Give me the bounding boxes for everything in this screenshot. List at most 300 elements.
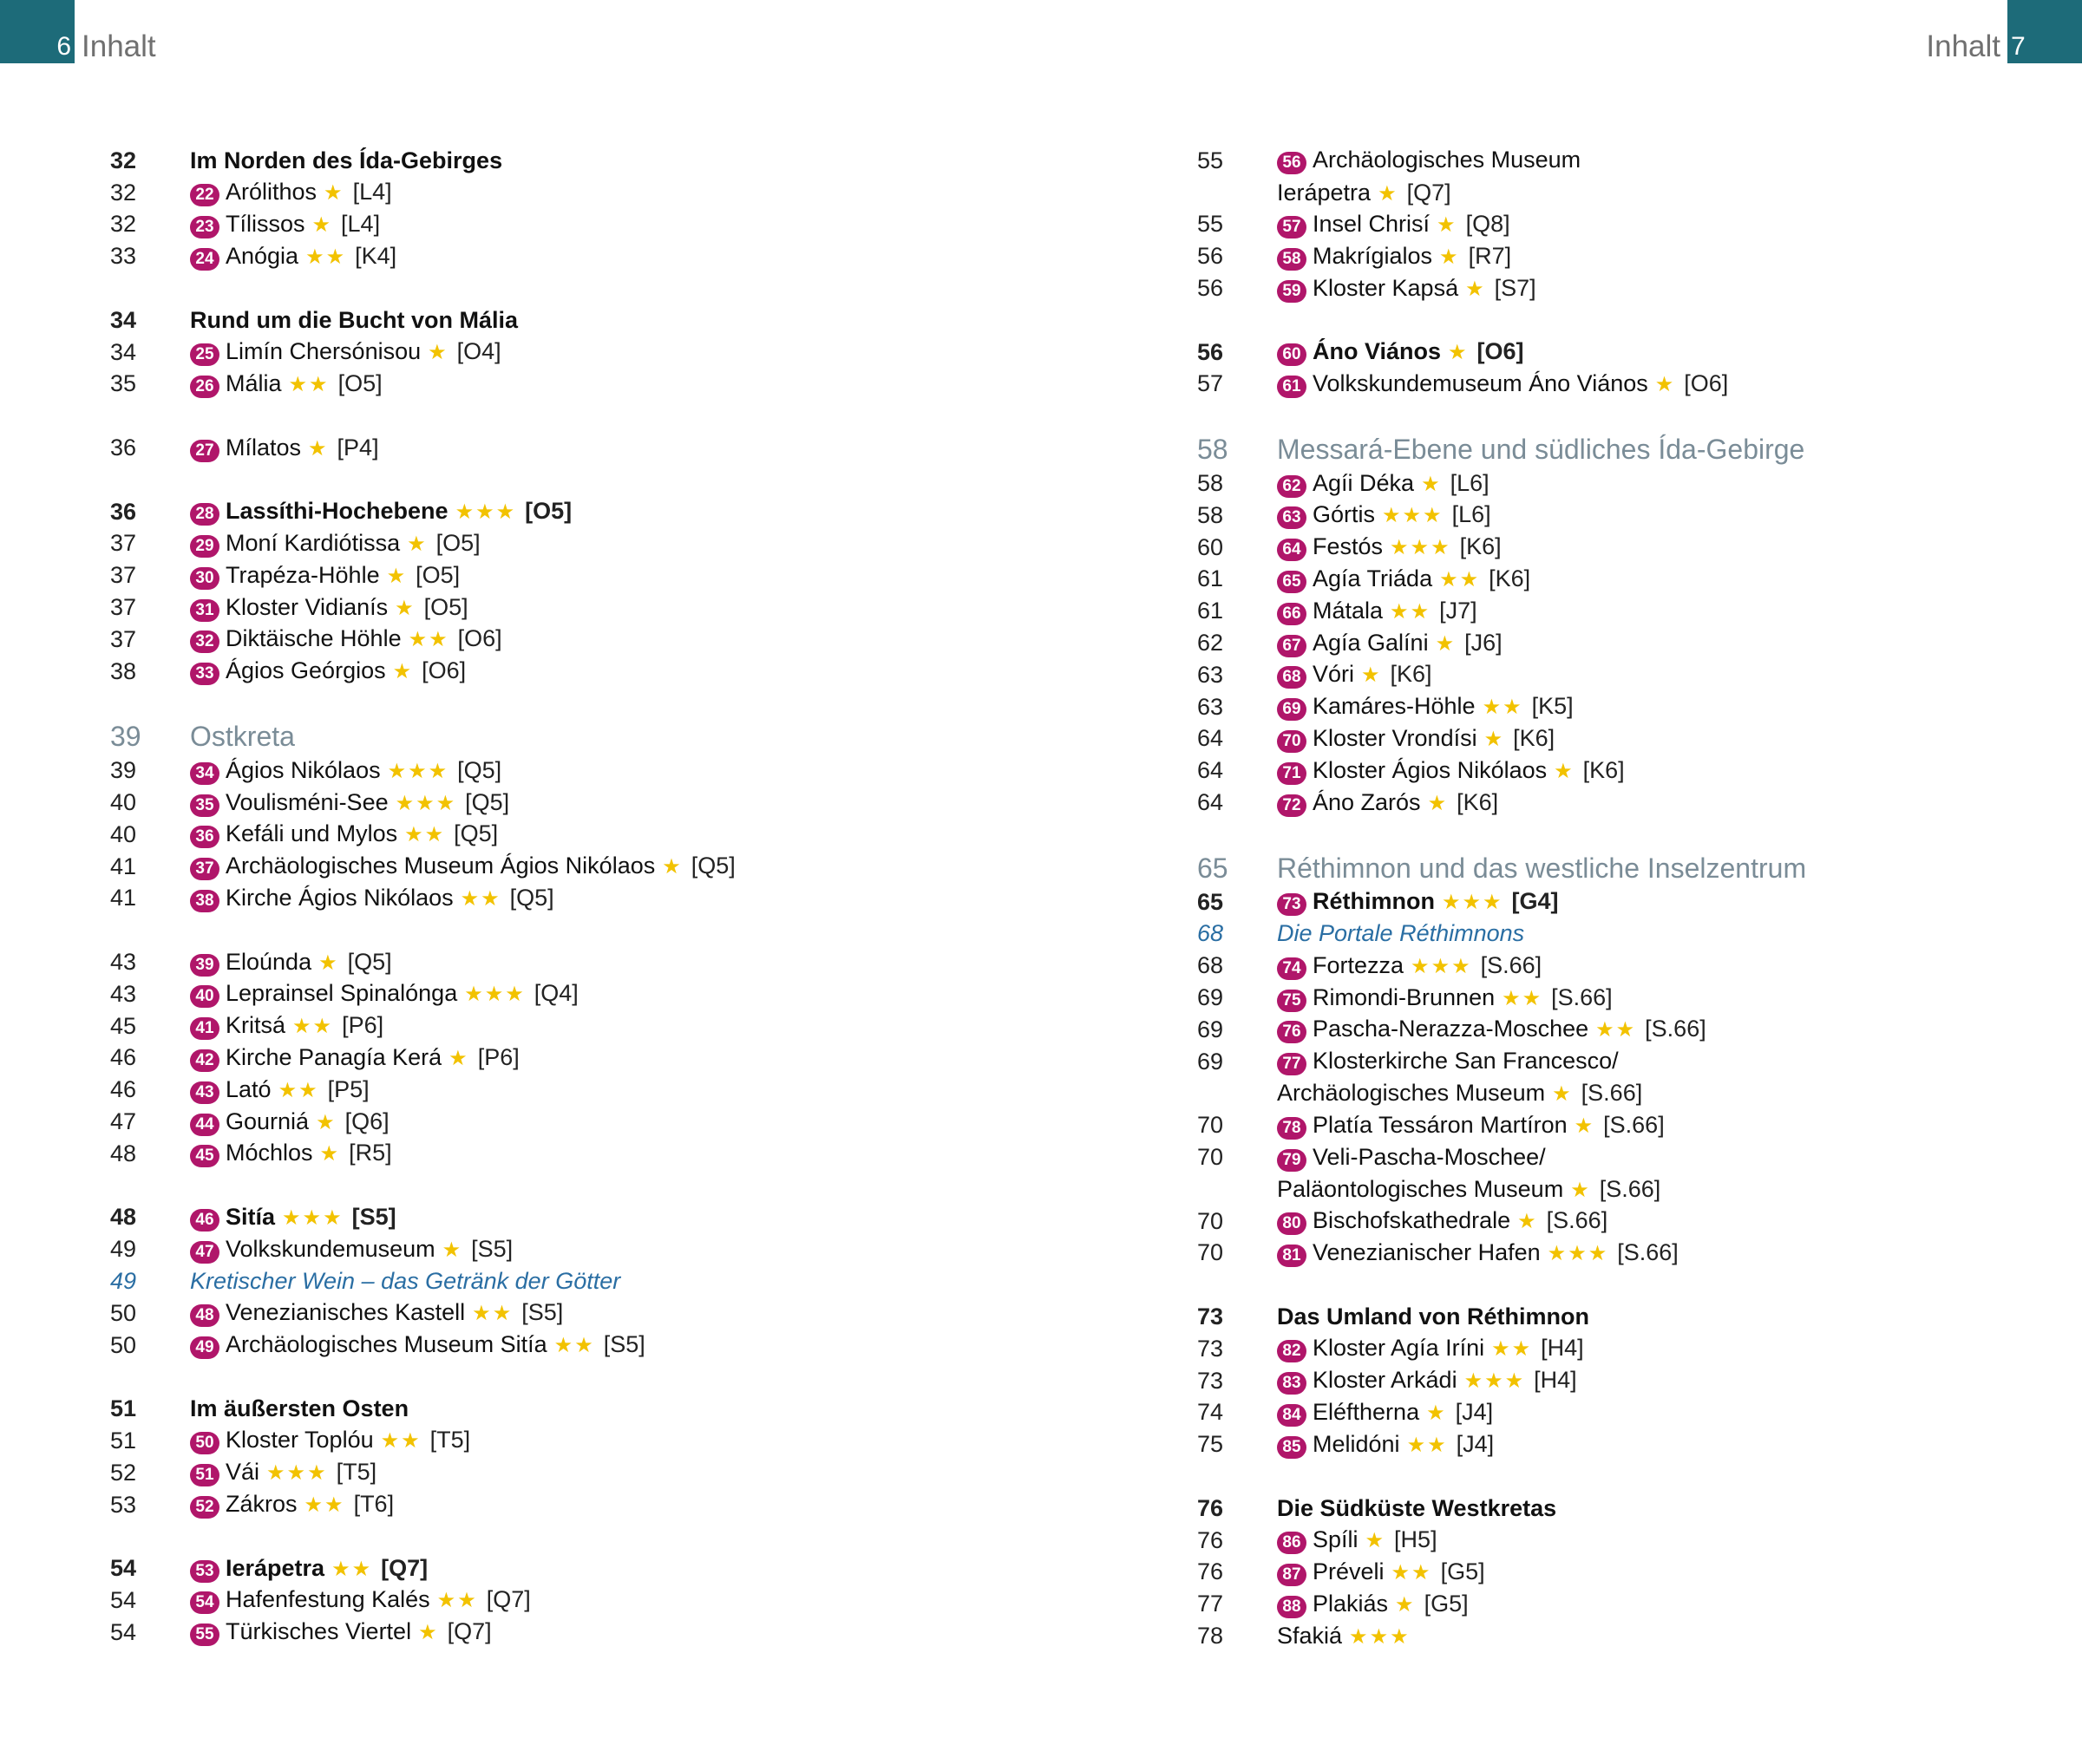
entry-title: Voulisméni-See (226, 788, 389, 815)
toc-feature-entry[interactable] (1197, 918, 1806, 951)
page-number: 76 (1197, 1558, 1224, 1585)
sight-number-badge: 32 (190, 630, 219, 653)
entry-title: Ágios Geórgios (226, 657, 386, 684)
sight-number-badge: 67 (1277, 635, 1306, 657)
map-coordinate: [R5] (349, 1140, 392, 1166)
toc-entry[interactable] (1197, 1173, 1806, 1205)
map-coordinate: [Q5] (509, 884, 554, 911)
entry-title: Kefáli und Mylos (226, 820, 398, 847)
entry-title: Kloster Ágios Nikólaos (1313, 756, 1548, 783)
map-coordinate: [L6] (1450, 469, 1489, 496)
toc-entry[interactable] (1197, 886, 1806, 918)
entry-title: Zákros (226, 1491, 298, 1518)
entry-title: Spíli (1313, 1526, 1359, 1553)
page-number: 39 (110, 721, 141, 753)
toc-entry[interactable] (110, 851, 736, 883)
map-coordinate: [S.66] (1617, 1238, 1679, 1265)
page-number: 40 (110, 789, 137, 816)
rating-stars-icon: ★★ (1482, 696, 1523, 720)
entry-title: Tílissos (226, 210, 305, 237)
entry-title: Rimondi-Brunnen (1313, 983, 1496, 1010)
rating-stars-icon: ★ (319, 1142, 341, 1166)
toc-entry[interactable] (110, 145, 736, 177)
toc-entry[interactable] (110, 1202, 736, 1234)
map-coordinate: [J6] (1464, 629, 1503, 656)
entry-title: Kloster Kapsá (1313, 274, 1459, 301)
rating-stars-icon: ★ (1421, 472, 1442, 496)
map-coordinate: [P6] (342, 1012, 384, 1039)
entry-text (190, 1555, 428, 1583)
rating-stars-icon: ★★★ (1382, 504, 1444, 528)
toc-entry[interactable] (1197, 145, 1806, 177)
toc-entry[interactable] (110, 1297, 736, 1330)
rating-stars-icon: ★ (1654, 372, 1676, 396)
rating-stars-icon: ★ (1378, 181, 1398, 206)
entry-title: Anógia (226, 242, 299, 269)
page-number: 78 (1197, 1622, 1224, 1649)
entry-title: Górtis (1313, 501, 1376, 528)
toc-entry[interactable] (1197, 723, 1806, 755)
toc-entry[interactable] (1197, 1301, 1806, 1333)
entry-title: Eloúnda (226, 948, 312, 975)
toc-entry[interactable] (110, 432, 736, 464)
entry-text (190, 498, 572, 526)
toc-entry[interactable] (1197, 1588, 1806, 1620)
toc-entry[interactable] (1197, 755, 1806, 787)
entry-text (1277, 1080, 1642, 1107)
page-number: 48 (110, 1140, 137, 1166)
rating-stars-icon: ★ (316, 1110, 337, 1134)
page-number: 32 (110, 211, 137, 238)
page-number: 54 (110, 1555, 137, 1582)
toc-entry[interactable] (110, 591, 736, 624)
toc-section-heading[interactable] (1197, 432, 1806, 467)
map-coordinate: [K6] (1457, 788, 1499, 815)
entry-title: Ierápetra (1277, 179, 1372, 206)
toc-entry[interactable] (1197, 1014, 1806, 1046)
toc-entry[interactable] (1197, 240, 1806, 272)
toc-entry[interactable] (110, 624, 736, 656)
page-number: 62 (1197, 630, 1224, 657)
sight-number-badge: 26 (190, 376, 219, 398)
entry-title: Rund um die Bucht von Mália (190, 306, 519, 333)
map-coordinate: [J4] (1456, 1430, 1495, 1457)
toc-entry[interactable] (110, 978, 736, 1010)
page-number: 53 (110, 1491, 137, 1518)
entry-text (1277, 1558, 1485, 1586)
toc-entry[interactable] (1197, 659, 1806, 691)
entry-text (1277, 630, 1503, 657)
entry-title: Kloster Vrondísi (1313, 724, 1477, 751)
entry-title: Móchlos (226, 1140, 313, 1166)
page-number: 37 (110, 594, 137, 621)
map-coordinate: [Q8] (1465, 210, 1510, 237)
entry-title: Volkskundemuseum Áno Viános (1313, 369, 1648, 396)
toc-entry[interactable] (1197, 1493, 1806, 1525)
entry-title: Kirche Panagía Kerá (226, 1043, 442, 1070)
rating-stars-icon: ★★ (304, 1493, 345, 1518)
page-number: 69 (1197, 1048, 1224, 1075)
entry-title: Áno Zarós (1313, 788, 1421, 815)
map-coordinate: [P4] (337, 434, 379, 461)
toc-entry[interactable] (1197, 1333, 1806, 1365)
rating-stars-icon: ★★★ (1442, 891, 1503, 915)
sight-number-badge: 48 (190, 1304, 219, 1327)
toc-entry[interactable] (110, 755, 736, 787)
page-number: 56 (1197, 243, 1224, 270)
page-number: 74 (1197, 1399, 1224, 1426)
page-number: 68 (1197, 952, 1224, 979)
entry-title: Pascha-Nerazza-Moschee (1313, 1016, 1589, 1042)
rating-stars-icon: ★ (1574, 1114, 1595, 1138)
toc-feature-entry[interactable] (110, 1265, 736, 1297)
entry-text (1277, 920, 1524, 947)
rating-stars-icon: ★★★ (266, 1461, 328, 1486)
toc-left-column (110, 145, 736, 1649)
entry-title: Im äußersten Osten (190, 1395, 409, 1422)
entry-text (1277, 180, 1451, 206)
rating-stars-icon: ★★ (288, 372, 330, 396)
entry-title: Kloster Agía Iríni (1313, 1335, 1485, 1362)
toc-entry[interactable] (1197, 336, 1806, 369)
toc-entry[interactable] (110, 1042, 736, 1075)
map-coordinate: [Q7] (1406, 179, 1451, 206)
toc-entry[interactable] (110, 496, 736, 528)
rating-stars-icon: ★★ (1491, 1337, 1533, 1362)
map-coordinate: [L6] (1451, 501, 1491, 528)
rating-stars-icon: ★★★ (1349, 1624, 1411, 1649)
toc-entry[interactable] (1197, 500, 1806, 532)
map-coordinate: [R7] (1468, 242, 1512, 269)
entry-title: Diktäische Höhle (226, 625, 402, 652)
rating-stars-icon: ★ (1427, 791, 1449, 815)
map-coordinate: [Q7] (486, 1586, 531, 1613)
sight-number-badge: 22 (190, 184, 219, 206)
entry-title: Messará-Ebene und südliches Ída-Gebirge (1277, 434, 1805, 466)
toc-entry[interactable] (110, 1552, 736, 1584)
map-coordinate: [O5] (423, 593, 468, 620)
toc-entry[interactable] (1197, 1109, 1806, 1141)
map-coordinate: [S.66] (1603, 1111, 1665, 1138)
page-number: 35 (110, 370, 137, 397)
toc-entry[interactable] (110, 528, 736, 560)
page-number: 40 (110, 820, 137, 847)
toc-entry[interactable] (1197, 1396, 1806, 1428)
entry-text (190, 594, 468, 622)
toc-entry[interactable] (110, 240, 736, 272)
entry-text (1277, 470, 1489, 498)
entry-text (190, 211, 380, 238)
toc-entry[interactable] (1197, 1525, 1806, 1557)
rating-stars-icon: ★ (407, 532, 428, 556)
page-number: 57 (1197, 370, 1224, 397)
entry-text (1277, 211, 1510, 238)
entry-text (1277, 1239, 1679, 1267)
toc-entry[interactable] (110, 369, 736, 401)
entry-title: Archäologisches Museum (1277, 1080, 1546, 1107)
entry-title: Volkskundemuseum (226, 1235, 435, 1262)
toc-entry[interactable] (110, 1457, 736, 1489)
map-coordinate: [Q5] (691, 853, 736, 879)
map-coordinate: [K5] (1531, 693, 1574, 720)
entry-title: Préveli (1313, 1558, 1385, 1584)
sight-number-badge: 59 (1277, 280, 1306, 303)
sight-number-badge: 41 (190, 1017, 219, 1040)
rating-stars-icon: ★★ (1406, 1433, 1448, 1457)
entry-text (1277, 984, 1613, 1012)
left-page-number: 6 (56, 32, 71, 61)
toc-entry[interactable] (1197, 950, 1806, 982)
entry-title: Kloster Toplóu (226, 1427, 374, 1454)
page-number: 36 (110, 434, 137, 461)
entry-title: Réthimnon (1313, 888, 1435, 915)
toc-entry[interactable] (1197, 787, 1806, 819)
toc-entry[interactable] (110, 1330, 736, 1362)
toc-entry[interactable] (1197, 467, 1806, 500)
entry-text (190, 1491, 394, 1519)
entry-title: Platía Tessáron Martíron (1313, 1111, 1568, 1138)
sight-number-badge: 49 (190, 1336, 219, 1359)
page-number: 52 (110, 1459, 137, 1486)
entry-title: Moní Kardiótissa (226, 529, 401, 556)
map-coordinate: [K4] (355, 242, 397, 269)
toc-entry[interactable] (1197, 1078, 1806, 1110)
entry-text (1277, 533, 1502, 561)
entry-text (1277, 1303, 1589, 1330)
map-coordinate: [P5] (327, 1075, 370, 1102)
sight-number-badge: 66 (1277, 603, 1306, 625)
toc-entry[interactable] (110, 1425, 736, 1457)
sight-number-badge: 39 (190, 954, 219, 977)
entry-title: Fortezza (1313, 951, 1404, 978)
sight-number-badge: 36 (190, 826, 219, 848)
entry-text (190, 721, 295, 753)
sight-number-badge: 72 (1277, 794, 1306, 817)
page-number: 70 (1197, 1144, 1224, 1170)
toc-entry[interactable] (1197, 272, 1806, 304)
toc-entry[interactable] (110, 1010, 736, 1042)
page-number: 64 (1197, 789, 1224, 816)
rating-stars-icon: ★ (311, 212, 333, 237)
page-number: 65 (1197, 888, 1224, 915)
page-number: 34 (110, 306, 137, 333)
entry-text (1277, 789, 1498, 817)
toc-entry[interactable] (110, 1489, 736, 1521)
toc-entry[interactable] (1197, 1620, 1806, 1652)
toc-entry[interactable] (110, 787, 736, 819)
toc-entry[interactable] (1197, 1428, 1806, 1460)
entry-text (1277, 952, 1542, 980)
entry-text (190, 1076, 370, 1104)
sight-number-badge: 54 (190, 1591, 219, 1614)
map-coordinate: [K6] (1390, 661, 1432, 688)
sight-number-badge: 81 (1277, 1245, 1306, 1267)
entry-text (190, 1299, 563, 1327)
page-number: 70 (1197, 1207, 1224, 1234)
toc-entry[interactable] (110, 1138, 736, 1170)
page-number: 50 (110, 1299, 137, 1326)
toc-entry[interactable] (1197, 691, 1806, 723)
map-coordinate: [L4] (341, 210, 381, 237)
sight-number-badge: 58 (1277, 248, 1306, 271)
page-number: 75 (1197, 1431, 1224, 1458)
toc-entry[interactable] (110, 1617, 736, 1649)
toc-entry[interactable] (110, 1074, 736, 1106)
toc-entry[interactable] (110, 946, 736, 978)
entry-title: Ágios Nikólaos (226, 756, 381, 783)
toc-entry[interactable] (1197, 1141, 1806, 1173)
rating-stars-icon: ★ (662, 855, 683, 879)
entry-text (1277, 1399, 1493, 1427)
entry-text (1277, 275, 1536, 303)
toc-entry[interactable] (1197, 564, 1806, 596)
rating-stars-icon: ★ (308, 436, 329, 461)
toc-entry[interactable] (110, 177, 736, 209)
rating-stars-icon: ★★ (1439, 567, 1481, 591)
map-coordinate: [H5] (1394, 1526, 1437, 1553)
entry-title: Venezianischer Hafen (1313, 1238, 1541, 1265)
map-coordinate: [O5] (525, 498, 573, 525)
page-number: 47 (110, 1108, 137, 1134)
rating-stars-icon: ★ (448, 1046, 469, 1070)
rating-stars-icon: ★★ (408, 628, 449, 652)
entry-title: Plakiás (1313, 1590, 1389, 1617)
entry-title: Eléftherna (1313, 1398, 1420, 1425)
page-number: 54 (110, 1586, 137, 1613)
entry-text (190, 657, 466, 685)
page-number: 45 (110, 1012, 137, 1039)
rating-stars-icon: ★★★ (464, 983, 526, 1007)
entry-text (1277, 243, 1511, 271)
page-number: 63 (1197, 693, 1224, 720)
entry-text (190, 562, 460, 590)
entry-text (1277, 1623, 1411, 1650)
rating-stars-icon: ★★ (404, 823, 446, 847)
page-number: 76 (1197, 1494, 1224, 1521)
rating-stars-icon: ★ (324, 181, 344, 206)
rating-stars-icon: ★ (1552, 1082, 1573, 1107)
toc-entry[interactable] (110, 1106, 736, 1138)
entry-text (1277, 1048, 1619, 1075)
toc-section-heading[interactable] (1197, 851, 1806, 886)
sight-number-badge: 30 (190, 567, 219, 590)
rating-stars-icon: ★ (1448, 341, 1469, 365)
page-number: 50 (110, 1331, 137, 1358)
toc-entry[interactable] (110, 336, 736, 369)
toc-entry[interactable] (1197, 369, 1806, 401)
rating-stars-icon: ★ (395, 596, 416, 620)
sight-number-badge: 60 (1277, 343, 1306, 366)
entry-text (190, 1459, 376, 1486)
toc-entry[interactable] (110, 819, 736, 851)
page-number: 37 (110, 530, 137, 557)
map-coordinate: [O6] (457, 625, 502, 652)
entry-title: Agíi Déka (1313, 469, 1415, 496)
entry-text (190, 147, 502, 174)
sight-number-badge: 51 (190, 1464, 219, 1486)
toc-entry[interactable] (1197, 1046, 1806, 1078)
toc-entry[interactable] (110, 304, 736, 336)
toc-entry[interactable] (110, 883, 736, 915)
entry-text (1277, 1495, 1556, 1522)
map-coordinate: [J4] (1455, 1398, 1494, 1425)
toc-entry[interactable] (110, 1393, 736, 1425)
toc-entry[interactable] (1197, 627, 1806, 659)
page-number: 41 (110, 885, 137, 911)
entry-title: Makrígialos (1313, 242, 1433, 269)
rating-stars-icon: ★ (1395, 1592, 1416, 1617)
page-number: 49 (110, 1267, 137, 1294)
sight-number-badge: 84 (1277, 1404, 1306, 1427)
toc-entry[interactable] (1197, 1205, 1806, 1238)
toc-entry[interactable] (1197, 209, 1806, 241)
sight-number-badge: 87 (1277, 1564, 1306, 1586)
page-number: 37 (110, 625, 137, 652)
page-number: 32 (110, 147, 137, 173)
right-page-tab (2007, 0, 2082, 63)
entry-title: Arólithos (226, 179, 318, 206)
toc-section-heading[interactable] (110, 719, 736, 755)
entry-text (1277, 1207, 1607, 1235)
map-coordinate: [Q4] (534, 980, 579, 1007)
entry-title: Lató (226, 1075, 272, 1102)
entry-text (1277, 1144, 1546, 1172)
toc-entry[interactable] (1197, 595, 1806, 627)
entry-text (1277, 693, 1574, 721)
page-number: 43 (110, 980, 137, 1007)
page-number: 32 (110, 179, 137, 206)
rating-stars-icon: ★★★ (1411, 954, 1472, 978)
entry-title: Limín Chersónisou (226, 338, 422, 365)
map-coordinate: [S5] (603, 1331, 645, 1358)
entry-text (190, 625, 502, 653)
toc-entry[interactable] (1197, 982, 1806, 1014)
toc-entry[interactable] (110, 209, 736, 241)
map-coordinate: [S.66] (1645, 1016, 1706, 1042)
map-coordinate: [O5] (416, 561, 461, 588)
entry-text (190, 980, 579, 1008)
toc-entry[interactable] (1197, 1238, 1806, 1270)
page-number: 73 (1197, 1335, 1224, 1362)
map-coordinate: [S5] (521, 1299, 564, 1326)
entry-title: Trapéza-Höhle (226, 561, 380, 588)
entry-title: Insel Chrisí (1313, 210, 1431, 237)
toc-entry[interactable] (110, 1233, 736, 1265)
map-coordinate: [O6] (1476, 338, 1524, 365)
rating-stars-icon: ★ (1483, 727, 1505, 751)
page-number: 61 (1197, 565, 1224, 592)
entry-text (1277, 1367, 1577, 1395)
toc-entry[interactable] (110, 559, 736, 591)
entry-title: Réthimnon und das westliche Inselzentrum (1277, 852, 1807, 884)
sight-number-badge: 77 (1277, 1053, 1306, 1075)
entry-text (190, 1331, 645, 1359)
toc-entry[interactable] (1197, 532, 1806, 564)
toc-entry[interactable] (110, 656, 736, 688)
entry-title: Áno Viános (1313, 338, 1442, 365)
rating-stars-icon: ★ (442, 1238, 463, 1262)
entry-text (190, 243, 396, 271)
toc-entry[interactable] (1197, 1556, 1806, 1588)
toc-entry[interactable] (1197, 177, 1806, 209)
map-coordinate: [H4] (1534, 1367, 1577, 1394)
rating-stars-icon: ★★ (553, 1334, 595, 1358)
rating-stars-icon: ★★★ (1463, 1369, 1526, 1394)
toc-entry[interactable] (1197, 1365, 1806, 1397)
toc-entry[interactable] (110, 1584, 736, 1617)
right-page-number: 7 (2011, 32, 2026, 61)
sight-number-badge: 33 (190, 663, 219, 685)
